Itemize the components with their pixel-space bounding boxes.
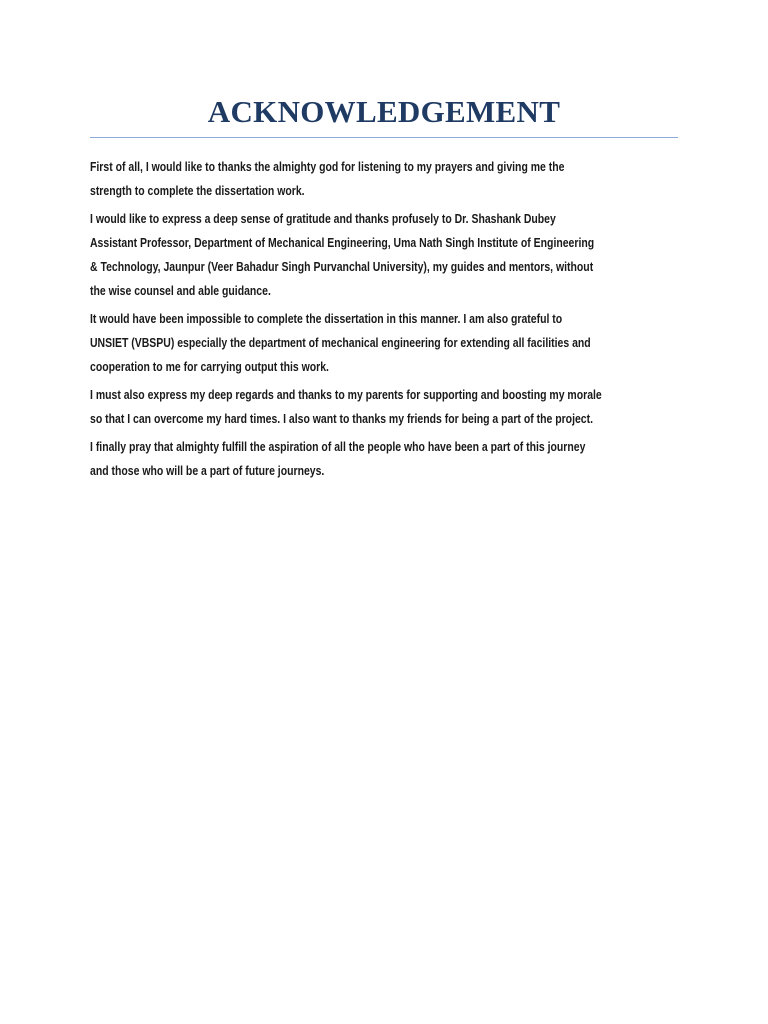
paragraph-3 — [90, 309, 690, 381]
paragraph-line: UNSIET (VBSPU) especially the department of mechanical engineering for extending all facilities and — [90, 335, 591, 350]
paragraph-line: I must also express my deep regards and thanks to my parents for supporting and boosting my morale — [90, 387, 602, 402]
paragraph-line: Assistant Professor, Department of Mechanical Engineering, Uma Nath Singh Institute of Engineering — [90, 235, 595, 250]
paragraph-2 — [90, 209, 690, 305]
document-body — [90, 157, 690, 489]
paragraph-line: I finally pray that almighty fulfill the aspiration of all the people who have been a part of this journey — [90, 439, 586, 454]
page-title: ACKNOWLEDGEMENT — [207, 94, 561, 129]
paragraph-line: I would like to express a deep sense of gratitude and thanks profusely to Dr. Shashank Dubey — [90, 211, 556, 226]
paragraph-line: & Technology, Jaunpur (Veer Bahadur Singh Purvanchal University), my guides and mentors, without — [90, 259, 594, 274]
paragraph-1 — [90, 157, 690, 205]
paragraph-line: First of all, I would like to thanks the almighty god for listening to my prayers and giving me the — [90, 159, 565, 174]
paragraph-4 — [90, 385, 690, 433]
paragraph-line: and those who will be a part of future journeys. — [90, 463, 325, 478]
paragraph-line: strength to complete the dissertation work. — [90, 183, 305, 198]
paragraph-line: cooperation to me for carrying output this work. — [90, 359, 329, 374]
paragraph-line: It would have been impossible to complete the dissertation in this manner. I am also grateful to — [90, 311, 563, 326]
paragraph-line: so that I can overcome my hard times. I also want to thanks my friends for being a part of the project. — [90, 411, 594, 426]
paragraph-5 — [90, 437, 690, 485]
paragraph-line: the wise counsel and able guidance. — [90, 283, 271, 298]
title-underline-divider — [90, 137, 678, 138]
